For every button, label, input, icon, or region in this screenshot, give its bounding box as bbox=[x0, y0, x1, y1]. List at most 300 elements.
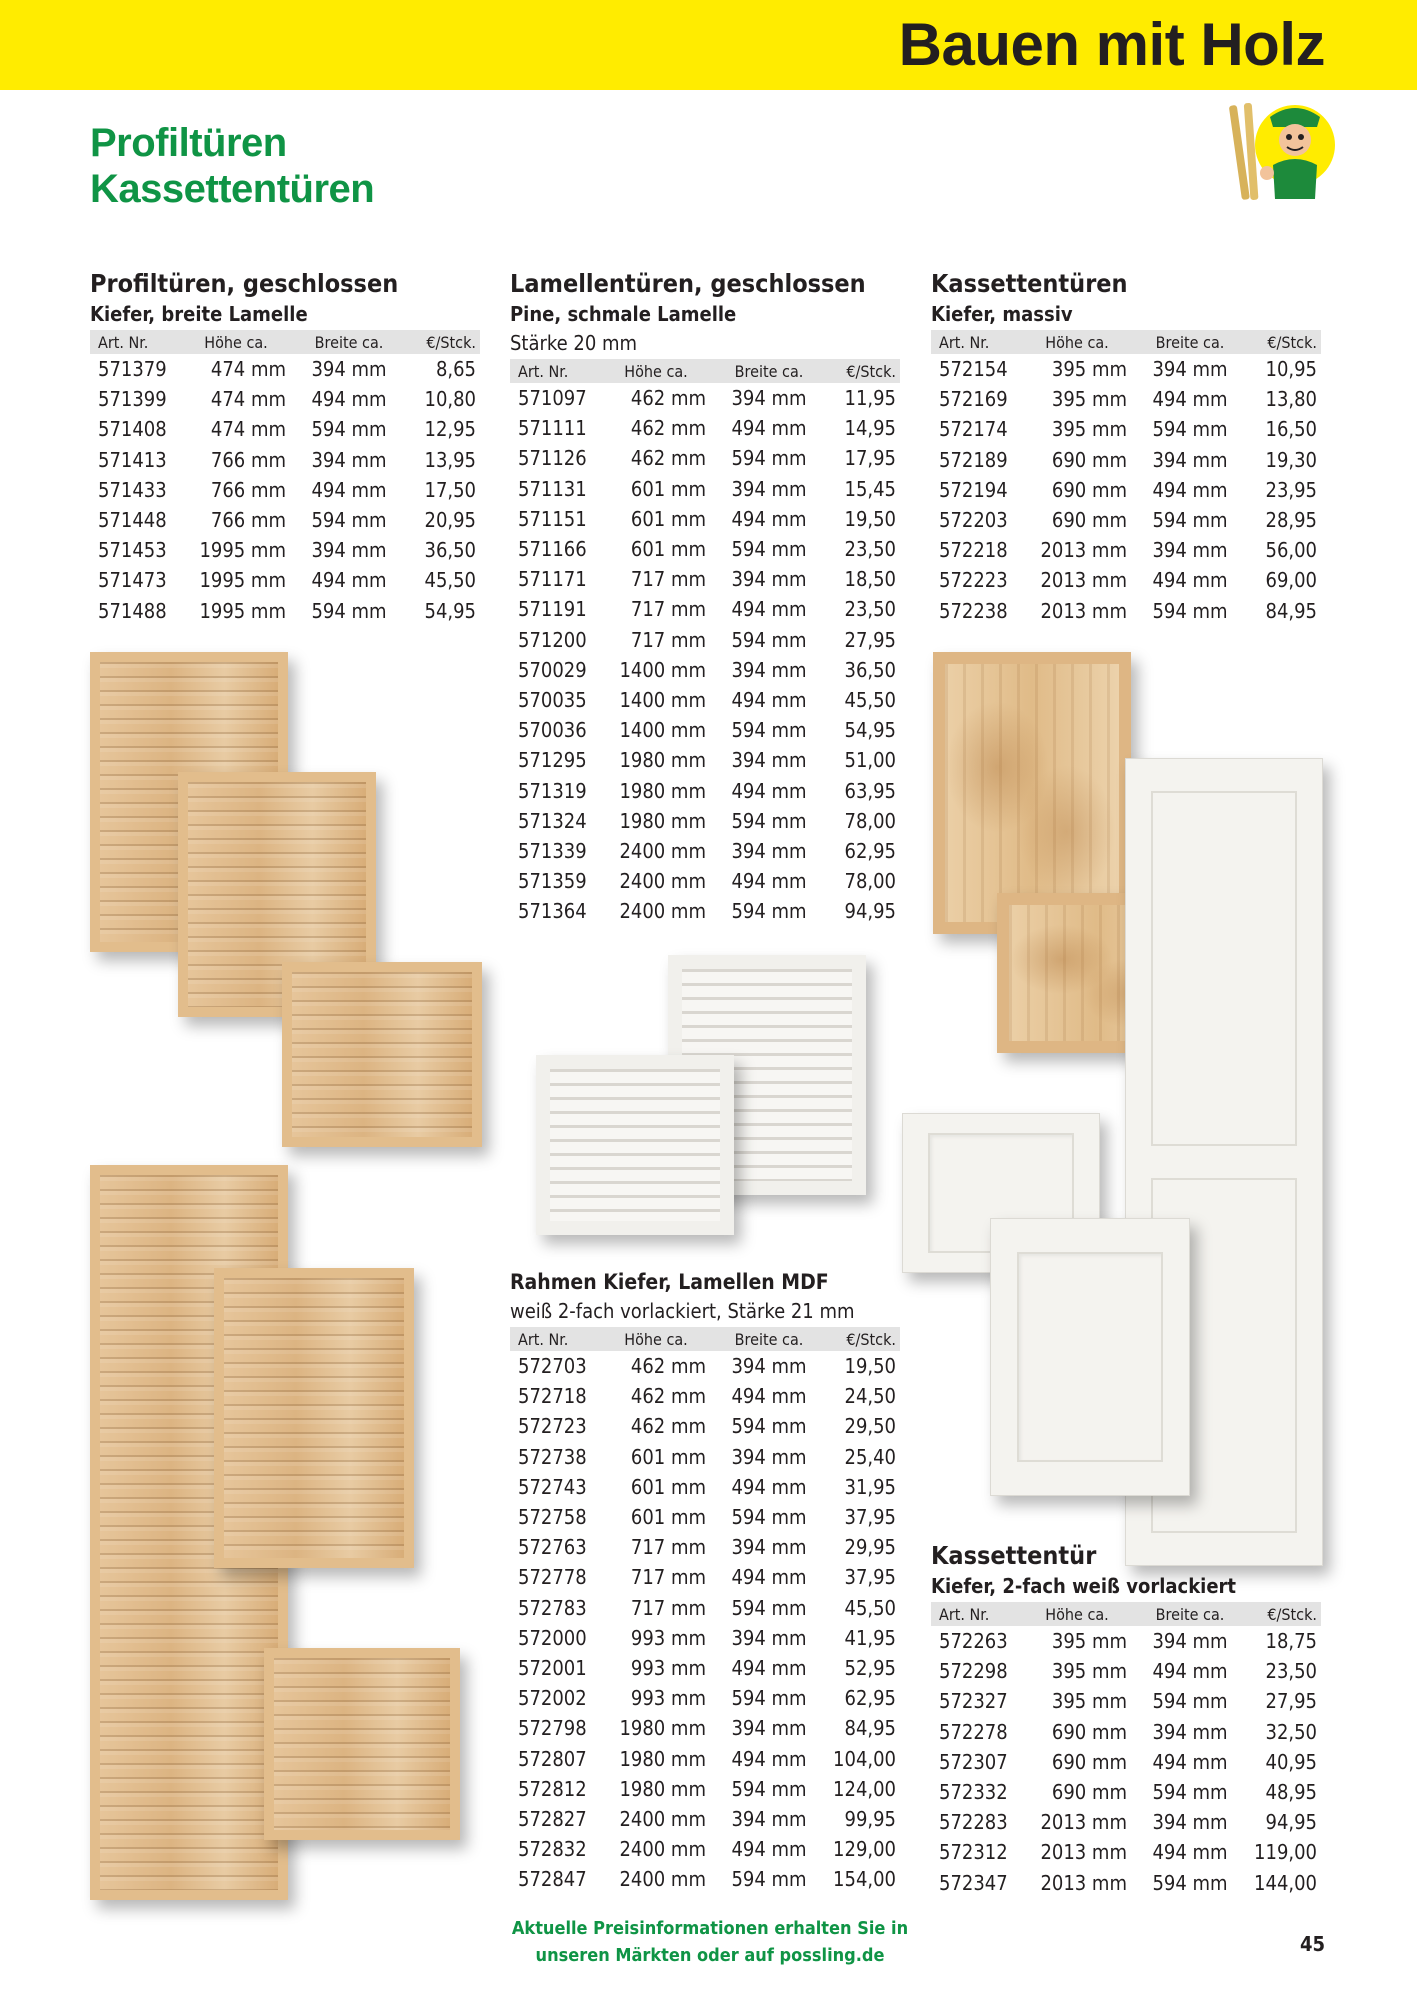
table-row bbox=[510, 806, 900, 836]
cell-hoehe: 2400 mm bbox=[619, 1837, 706, 1862]
cell-preis: 18,75 bbox=[1265, 1629, 1317, 1654]
cell-preis: 84,95 bbox=[844, 1716, 896, 1741]
cell-preis: 78,00 bbox=[844, 808, 896, 833]
cell-preis: 10,80 bbox=[424, 387, 476, 412]
cell-hoehe: 395 mm bbox=[1051, 1659, 1127, 1684]
table-row bbox=[510, 474, 900, 504]
cell-art-nr: 571097 bbox=[518, 386, 587, 411]
cell-breite: 594 mm bbox=[1152, 1870, 1228, 1895]
cell-art-nr: 571488 bbox=[98, 598, 167, 623]
cell-hoehe: 395 mm bbox=[1051, 1689, 1127, 1714]
table-row bbox=[90, 535, 480, 565]
cell-art-nr: 572154 bbox=[939, 357, 1008, 382]
table-header-row bbox=[510, 359, 900, 383]
pine-louver-door-image bbox=[264, 1648, 460, 1840]
cell-preis: 48,95 bbox=[1265, 1780, 1317, 1805]
cell-hoehe: 2013 mm bbox=[1040, 568, 1127, 593]
cell-art-nr: 571319 bbox=[518, 778, 587, 803]
section-title: Profiltüren, geschlossen bbox=[90, 269, 399, 298]
col-hoehe: Höhe ca. bbox=[1023, 330, 1131, 354]
table-row bbox=[90, 384, 480, 414]
cell-hoehe: 2400 mm bbox=[619, 1867, 706, 1892]
cell-breite: 594 mm bbox=[731, 1414, 807, 1439]
cell-preis: 17,95 bbox=[844, 446, 896, 471]
section-title: Lamellentüren, geschlossen bbox=[510, 269, 866, 298]
cell-preis: 13,80 bbox=[1265, 387, 1317, 412]
cell-preis: 51,00 bbox=[844, 748, 896, 773]
cell-breite: 394 mm bbox=[731, 386, 807, 411]
table-row bbox=[510, 1411, 900, 1441]
cell-hoehe: 1995 mm bbox=[199, 538, 286, 563]
cell-breite: 394 mm bbox=[731, 838, 807, 863]
cell-art-nr: 572778 bbox=[518, 1565, 587, 1590]
cell-breite: 494 mm bbox=[1152, 1840, 1228, 1865]
cell-breite: 594 mm bbox=[1152, 1780, 1228, 1805]
cell-preis: 119,00 bbox=[1254, 1840, 1317, 1865]
table-row bbox=[90, 505, 480, 535]
cell-preis: 45,50 bbox=[844, 687, 896, 712]
col-preis: €/Stck. bbox=[1249, 1602, 1321, 1626]
cell-preis: 29,95 bbox=[844, 1535, 896, 1560]
cell-preis: 14,95 bbox=[844, 416, 896, 441]
col-breite: Breite ca. bbox=[290, 330, 408, 354]
cell-art-nr: 570035 bbox=[518, 687, 587, 712]
cell-preis: 24,50 bbox=[844, 1384, 896, 1409]
cell-art-nr: 571473 bbox=[98, 568, 167, 593]
cell-hoehe: 601 mm bbox=[630, 1444, 706, 1469]
cell-hoehe: 462 mm bbox=[630, 416, 706, 441]
cell-breite: 494 mm bbox=[731, 416, 807, 441]
price-table bbox=[510, 1327, 900, 1894]
cell-art-nr: 571295 bbox=[518, 748, 587, 773]
cell-hoehe: 766 mm bbox=[210, 508, 286, 533]
section-rahmen-lamellen-mdf bbox=[510, 1268, 900, 1894]
cell-breite: 494 mm bbox=[311, 568, 387, 593]
cell-hoehe: 717 mm bbox=[630, 627, 706, 652]
cell-hoehe: 462 mm bbox=[630, 386, 706, 411]
price-table bbox=[90, 330, 480, 626]
page-title-line2: Kassettentüren bbox=[90, 167, 375, 211]
cell-breite: 394 mm bbox=[311, 538, 387, 563]
col-art-nr: Art. Nr. bbox=[931, 1602, 1023, 1626]
table-row bbox=[931, 1656, 1321, 1686]
cell-art-nr: 571131 bbox=[518, 476, 587, 501]
cell-hoehe: 993 mm bbox=[630, 1655, 706, 1680]
cell-breite: 394 mm bbox=[311, 357, 387, 382]
table-row bbox=[510, 1442, 900, 1472]
banner-title: Bauen mit Holz bbox=[898, 11, 1325, 78]
col-art-nr: Art. Nr. bbox=[510, 1327, 602, 1351]
cell-preis: 31,95 bbox=[844, 1474, 896, 1499]
cell-preis: 16,50 bbox=[1265, 417, 1317, 442]
col-breite: Breite ca. bbox=[710, 359, 828, 383]
cell-preis: 99,95 bbox=[844, 1806, 896, 1831]
table-row bbox=[90, 445, 480, 475]
cell-hoehe: 1980 mm bbox=[619, 1776, 706, 1801]
cell-breite: 494 mm bbox=[731, 778, 807, 803]
white-louver-door-image bbox=[536, 1055, 734, 1235]
cell-art-nr: 571166 bbox=[518, 537, 587, 562]
cell-art-nr: 571200 bbox=[518, 627, 587, 652]
cell-breite: 594 mm bbox=[731, 1776, 807, 1801]
cell-art-nr: 572189 bbox=[939, 447, 1008, 472]
cell-art-nr: 572238 bbox=[939, 598, 1008, 623]
cell-breite: 494 mm bbox=[731, 1565, 807, 1590]
table-row bbox=[931, 535, 1321, 565]
table-row bbox=[931, 1837, 1321, 1867]
section-title: Kassettentür bbox=[931, 1541, 1097, 1570]
cell-preis: 62,95 bbox=[844, 838, 896, 863]
cell-preis: 41,95 bbox=[844, 1625, 896, 1650]
cell-hoehe: 766 mm bbox=[210, 447, 286, 472]
cell-breite: 494 mm bbox=[731, 1655, 807, 1680]
price-table bbox=[510, 359, 900, 926]
cell-hoehe: 462 mm bbox=[630, 1354, 706, 1379]
cell-art-nr: 572223 bbox=[939, 568, 1008, 593]
cell-preis: 27,95 bbox=[844, 627, 896, 652]
cell-breite: 494 mm bbox=[731, 869, 807, 894]
pine-panel-door-image bbox=[933, 652, 1131, 934]
cell-art-nr: 572812 bbox=[518, 1776, 587, 1801]
cell-hoehe: 717 mm bbox=[630, 1535, 706, 1560]
table-header-row bbox=[90, 330, 480, 354]
col-breite: Breite ca. bbox=[710, 1327, 828, 1351]
table-row bbox=[510, 1532, 900, 1562]
col-art-nr: Art. Nr. bbox=[510, 359, 602, 383]
cell-breite: 494 mm bbox=[1152, 1659, 1228, 1684]
table-row bbox=[510, 383, 900, 413]
col-breite: Breite ca. bbox=[1131, 330, 1249, 354]
section-subtitle: Pine, schmale Lamelle bbox=[510, 302, 737, 326]
cell-hoehe: 2013 mm bbox=[1040, 1840, 1127, 1865]
section-title: Rahmen Kiefer, Lamellen MDF bbox=[510, 1270, 829, 1294]
cell-art-nr: 571364 bbox=[518, 899, 587, 924]
cell-art-nr: 571324 bbox=[518, 808, 587, 833]
cell-art-nr: 571413 bbox=[98, 447, 167, 472]
cell-hoehe: 474 mm bbox=[210, 417, 286, 442]
table-row bbox=[510, 866, 900, 896]
cell-art-nr: 572307 bbox=[939, 1749, 1008, 1774]
cell-art-nr: 572763 bbox=[518, 1535, 587, 1560]
cell-breite: 594 mm bbox=[731, 537, 807, 562]
table-row bbox=[931, 445, 1321, 475]
cell-preis: 52,95 bbox=[844, 1655, 896, 1680]
cell-breite: 594 mm bbox=[1152, 508, 1228, 533]
cell-preis: 56,00 bbox=[1265, 538, 1317, 563]
cell-hoehe: 2013 mm bbox=[1040, 1810, 1127, 1835]
cell-art-nr: 571433 bbox=[98, 477, 167, 502]
cell-preis: 36,50 bbox=[424, 538, 476, 563]
table-row bbox=[510, 1713, 900, 1743]
panel-inset bbox=[1151, 791, 1296, 1146]
cell-breite: 494 mm bbox=[1152, 568, 1228, 593]
table-row bbox=[510, 564, 900, 594]
col-hoehe: Höhe ca. bbox=[1023, 1602, 1131, 1626]
section-profiltueren bbox=[90, 268, 480, 626]
cell-preis: 23,95 bbox=[1265, 477, 1317, 502]
col-art-nr: Art. Nr. bbox=[931, 330, 1023, 354]
cell-art-nr: 572283 bbox=[939, 1810, 1008, 1835]
cell-hoehe: 1995 mm bbox=[199, 598, 286, 623]
cell-art-nr: 572347 bbox=[939, 1870, 1008, 1895]
cell-art-nr: 572807 bbox=[518, 1746, 587, 1771]
cell-breite: 394 mm bbox=[731, 1535, 807, 1560]
cell-breite: 394 mm bbox=[1152, 1629, 1228, 1654]
cell-hoehe: 601 mm bbox=[630, 506, 706, 531]
cell-preis: 23,50 bbox=[844, 597, 896, 622]
cell-hoehe: 1400 mm bbox=[619, 657, 706, 682]
table-row bbox=[510, 1502, 900, 1532]
cell-breite: 494 mm bbox=[731, 687, 807, 712]
cell-preis: 28,95 bbox=[1265, 508, 1317, 533]
cell-preis: 104,00 bbox=[833, 1746, 896, 1771]
table-row bbox=[510, 625, 900, 655]
cell-breite: 494 mm bbox=[731, 1746, 807, 1771]
cell-hoehe: 601 mm bbox=[630, 1474, 706, 1499]
cell-hoehe: 1980 mm bbox=[619, 748, 706, 773]
table-row bbox=[510, 685, 900, 715]
cell-hoehe: 601 mm bbox=[630, 476, 706, 501]
section-subtitle: Kiefer, 2-fach weiß vorlackiert bbox=[931, 1574, 1236, 1598]
cell-art-nr: 572783 bbox=[518, 1595, 587, 1620]
cell-hoehe: 601 mm bbox=[630, 1505, 706, 1530]
table-row bbox=[510, 1804, 900, 1834]
section-subtitle: Kiefer, massiv bbox=[931, 302, 1073, 326]
cell-art-nr: 571399 bbox=[98, 387, 167, 412]
cell-hoehe: 474 mm bbox=[210, 387, 286, 412]
cell-hoehe: 717 mm bbox=[630, 1565, 706, 1590]
cell-hoehe: 2400 mm bbox=[619, 869, 706, 894]
cell-breite: 494 mm bbox=[1152, 1749, 1228, 1774]
cell-preis: 45,50 bbox=[424, 568, 476, 593]
table-row bbox=[90, 565, 480, 595]
cell-art-nr: 571191 bbox=[518, 597, 587, 622]
cell-preis: 25,40 bbox=[844, 1444, 896, 1469]
cell-breite: 494 mm bbox=[731, 506, 807, 531]
cell-art-nr: 571359 bbox=[518, 869, 587, 894]
cell-art-nr: 571339 bbox=[518, 838, 587, 863]
table-row bbox=[90, 475, 480, 505]
cell-breite: 494 mm bbox=[311, 477, 387, 502]
cell-breite: 494 mm bbox=[731, 1837, 807, 1862]
section-subtitle2: Stärke 20 mm bbox=[510, 331, 638, 355]
cell-hoehe: 2013 mm bbox=[1040, 538, 1127, 563]
footer-note-line1: Aktuelle Preisinformationen erhalten Sie in bbox=[511, 1918, 909, 1939]
cell-hoehe: 1995 mm bbox=[199, 568, 286, 593]
table-row bbox=[931, 1747, 1321, 1777]
cell-breite: 594 mm bbox=[731, 718, 807, 743]
table-row bbox=[510, 1351, 900, 1381]
table-header-row bbox=[931, 1602, 1321, 1626]
page-title-line1: Profiltüren bbox=[90, 121, 287, 165]
cell-preis: 10,95 bbox=[1265, 357, 1317, 382]
cell-art-nr: 572278 bbox=[939, 1719, 1008, 1744]
table-row bbox=[510, 413, 900, 443]
cell-hoehe: 690 mm bbox=[1051, 1749, 1127, 1774]
cell-preis: 62,95 bbox=[844, 1686, 896, 1711]
section-subtitle: weiß 2-fach vorlackiert, Stärke 21 mm bbox=[510, 1299, 855, 1323]
cell-preis: 19,30 bbox=[1265, 447, 1317, 472]
cell-preis: 12,95 bbox=[424, 417, 476, 442]
col-preis: €/Stck. bbox=[1249, 330, 1321, 354]
cell-hoehe: 717 mm bbox=[630, 1595, 706, 1620]
cell-breite: 594 mm bbox=[731, 1867, 807, 1892]
table-row bbox=[510, 836, 900, 866]
cell-art-nr: 572000 bbox=[518, 1625, 587, 1650]
table-row bbox=[931, 505, 1321, 535]
cell-hoehe: 1980 mm bbox=[619, 1746, 706, 1771]
cell-hoehe: 2013 mm bbox=[1040, 1870, 1127, 1895]
cell-art-nr: 572703 bbox=[518, 1354, 587, 1379]
table-row bbox=[510, 1472, 900, 1502]
table-row bbox=[510, 1623, 900, 1653]
cell-hoehe: 2400 mm bbox=[619, 838, 706, 863]
cell-breite: 394 mm bbox=[311, 447, 387, 472]
cell-breite: 394 mm bbox=[1152, 1810, 1228, 1835]
table-header-row bbox=[510, 1327, 900, 1351]
cell-art-nr: 572827 bbox=[518, 1806, 587, 1831]
col-art-nr: Art. Nr. bbox=[90, 330, 182, 354]
cell-art-nr: 571453 bbox=[98, 538, 167, 563]
table-row bbox=[510, 1834, 900, 1864]
cell-preis: 94,95 bbox=[844, 899, 896, 924]
page-number: 45 bbox=[1299, 1932, 1325, 1956]
cell-preis: 32,50 bbox=[1265, 1719, 1317, 1744]
cell-preis: 17,50 bbox=[424, 477, 476, 502]
table-row bbox=[510, 1653, 900, 1683]
cell-hoehe: 395 mm bbox=[1051, 1629, 1127, 1654]
section-lamellentueren bbox=[510, 268, 900, 926]
cell-preis: 19,50 bbox=[844, 506, 896, 531]
cell-hoehe: 717 mm bbox=[630, 597, 706, 622]
table-row bbox=[90, 354, 480, 384]
cell-hoehe: 395 mm bbox=[1051, 387, 1127, 412]
cell-breite: 494 mm bbox=[1152, 477, 1228, 502]
table-row bbox=[510, 534, 900, 564]
cell-art-nr: 572263 bbox=[939, 1629, 1008, 1654]
cell-art-nr: 572002 bbox=[518, 1686, 587, 1711]
table-row bbox=[931, 1717, 1321, 1747]
col-breite: Breite ca. bbox=[1131, 1602, 1249, 1626]
price-table bbox=[931, 1602, 1321, 1898]
carpenter-mascot-icon bbox=[1225, 95, 1335, 205]
table-row bbox=[510, 443, 900, 473]
cell-preis: 124,00 bbox=[833, 1776, 896, 1801]
cell-hoehe: 395 mm bbox=[1051, 417, 1127, 442]
cell-art-nr: 572332 bbox=[939, 1780, 1008, 1805]
cell-breite: 594 mm bbox=[311, 417, 387, 442]
table-row bbox=[510, 1593, 900, 1623]
cell-art-nr: 572743 bbox=[518, 1474, 587, 1499]
cell-preis: 19,50 bbox=[844, 1354, 896, 1379]
cell-preis: 36,50 bbox=[844, 657, 896, 682]
section-kassettentueren bbox=[931, 268, 1321, 626]
footer-note-line2: unseren Märkten oder auf possling.de bbox=[535, 1945, 885, 1966]
cell-breite: 394 mm bbox=[731, 1354, 807, 1379]
table-row bbox=[510, 1743, 900, 1773]
cell-hoehe: 474 mm bbox=[210, 357, 286, 382]
cell-breite: 394 mm bbox=[731, 567, 807, 592]
cell-preis: 63,95 bbox=[844, 778, 896, 803]
cell-art-nr: 572194 bbox=[939, 477, 1008, 502]
cell-hoehe: 690 mm bbox=[1051, 1780, 1127, 1805]
cell-preis: 45,50 bbox=[844, 1595, 896, 1620]
cell-hoehe: 690 mm bbox=[1051, 508, 1127, 533]
table-row bbox=[931, 384, 1321, 414]
cell-breite: 594 mm bbox=[731, 899, 807, 924]
cell-preis: 54,95 bbox=[844, 718, 896, 743]
col-preis: €/Stck. bbox=[408, 330, 480, 354]
cell-hoehe: 717 mm bbox=[630, 567, 706, 592]
cell-art-nr: 572001 bbox=[518, 1655, 587, 1680]
cell-art-nr: 571171 bbox=[518, 567, 587, 592]
table-row bbox=[931, 475, 1321, 505]
cell-breite: 594 mm bbox=[311, 508, 387, 533]
cell-breite: 594 mm bbox=[731, 1686, 807, 1711]
cell-preis: 154,00 bbox=[833, 1867, 896, 1892]
cell-art-nr: 572832 bbox=[518, 1837, 587, 1862]
cell-breite: 394 mm bbox=[731, 748, 807, 773]
table-row bbox=[931, 1626, 1321, 1656]
panel-inset bbox=[1017, 1252, 1164, 1462]
cell-breite: 594 mm bbox=[731, 1595, 807, 1620]
cell-hoehe: 1980 mm bbox=[619, 778, 706, 803]
cell-art-nr: 572847 bbox=[518, 1867, 587, 1892]
cell-art-nr: 572298 bbox=[939, 1659, 1008, 1684]
cell-hoehe: 462 mm bbox=[630, 1384, 706, 1409]
table-row bbox=[931, 1777, 1321, 1807]
cell-hoehe: 766 mm bbox=[210, 477, 286, 502]
cell-art-nr: 572169 bbox=[939, 387, 1008, 412]
cell-breite: 394 mm bbox=[731, 1806, 807, 1831]
cell-art-nr: 572203 bbox=[939, 508, 1008, 533]
table-row bbox=[90, 596, 480, 626]
col-preis: €/Stck. bbox=[828, 359, 900, 383]
cell-hoehe: 1400 mm bbox=[619, 687, 706, 712]
cell-art-nr: 572327 bbox=[939, 1689, 1008, 1714]
cell-hoehe: 690 mm bbox=[1051, 477, 1127, 502]
cell-breite: 394 mm bbox=[731, 476, 807, 501]
cell-breite: 394 mm bbox=[731, 1625, 807, 1650]
price-table bbox=[931, 330, 1321, 626]
table-row bbox=[510, 896, 900, 926]
cell-preis: 40,95 bbox=[1265, 1749, 1317, 1774]
cell-preis: 84,95 bbox=[1265, 598, 1317, 623]
table-row bbox=[931, 596, 1321, 626]
cell-breite: 394 mm bbox=[1152, 538, 1228, 563]
cell-preis: 15,45 bbox=[844, 476, 896, 501]
table-row bbox=[510, 1562, 900, 1592]
section-kassettentuer-weiss bbox=[931, 1540, 1321, 1898]
cell-hoehe: 690 mm bbox=[1051, 1719, 1127, 1744]
cell-hoehe: 601 mm bbox=[630, 537, 706, 562]
cell-breite: 594 mm bbox=[731, 808, 807, 833]
cell-art-nr: 572723 bbox=[518, 1414, 587, 1439]
cell-breite: 594 mm bbox=[311, 598, 387, 623]
cell-art-nr: 571126 bbox=[518, 446, 587, 471]
cell-art-nr: 570029 bbox=[518, 657, 587, 682]
cell-preis: 27,95 bbox=[1265, 1689, 1317, 1714]
cell-hoehe: 1980 mm bbox=[619, 1716, 706, 1741]
cell-preis: 20,95 bbox=[424, 508, 476, 533]
cell-hoehe: 462 mm bbox=[630, 446, 706, 471]
cell-preis: 29,50 bbox=[844, 1414, 896, 1439]
cell-art-nr: 572218 bbox=[939, 538, 1008, 563]
section-subtitle: Kiefer, breite Lamelle bbox=[90, 302, 308, 326]
col-hoehe: Höhe ca. bbox=[602, 359, 710, 383]
cell-preis: 37,95 bbox=[844, 1505, 896, 1530]
cell-art-nr: 572718 bbox=[518, 1384, 587, 1409]
